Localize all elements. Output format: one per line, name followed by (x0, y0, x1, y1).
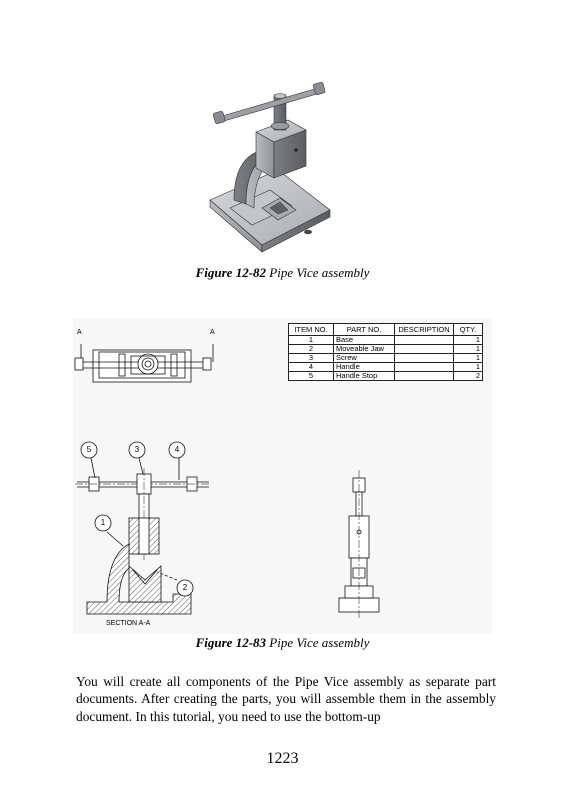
table-row (289, 354, 483, 363)
bom-item: 2 (289, 345, 334, 354)
pipe-vice-3d-render (200, 80, 340, 260)
balloon-label-5: 5 (86, 445, 92, 454)
figure-title: Pipe Vice assembly (269, 265, 370, 280)
bom-header: DESCRIPTION (395, 324, 454, 336)
bom-item: 4 (289, 363, 334, 372)
bom-desc (395, 363, 454, 372)
bom-item: 1 (289, 336, 334, 345)
bom-item: 3 (289, 354, 334, 363)
bom-header: ITEM NO. (289, 324, 334, 336)
bom-header: PART NO. (334, 324, 395, 336)
table-row (289, 336, 483, 345)
bom-header-row (289, 324, 483, 336)
bom-qty: 2 (454, 372, 483, 381)
bom-part: Screw (334, 354, 395, 363)
bom-desc (395, 345, 454, 354)
bom-desc (395, 336, 454, 345)
balloon-label-2: 2 (182, 583, 188, 592)
section-marker-left: A (77, 329, 82, 336)
figure-number: Figure 12-82 (195, 265, 267, 280)
bom-part: Base (334, 336, 395, 345)
balloon-label-1: 1 (100, 518, 106, 527)
figure-caption-12-83 (0, 635, 565, 651)
figure-title: Pipe Vice assembly (269, 635, 370, 650)
section-view-label: SECTION A-A (106, 620, 151, 627)
table-row (289, 345, 483, 354)
body-paragraph: You will create all components of the Pipe Vice assembly as separate part documents. After creating the parts, you will assemble them in the assembly document. In this tutorial, you need to use the bottom-up (76, 674, 496, 724)
bom-part: Handle Stop (334, 372, 395, 381)
page-number: 1223 (266, 750, 299, 767)
bom-part: Moveable Jaw (334, 345, 395, 354)
bom-qty: 1 (454, 363, 483, 372)
bom-desc (395, 372, 454, 381)
bom-qty: 1 (454, 345, 483, 354)
table-row (289, 372, 483, 381)
balloon-label-4: 4 (174, 445, 180, 454)
bom-item: 5 (289, 372, 334, 381)
table-row (289, 363, 483, 372)
bill-of-materials (288, 323, 483, 381)
bom-qty: 1 (454, 336, 483, 345)
figure-number: Figure 12-83 (195, 635, 267, 650)
bom-desc (395, 354, 454, 363)
bom-header: QTY. (454, 324, 483, 336)
section-marker-right: A (210, 329, 215, 336)
balloon-label-3: 3 (134, 445, 140, 454)
bom-part: Handle (334, 363, 395, 372)
figure-caption-12-82 (0, 265, 565, 281)
bom-qty: 1 (454, 354, 483, 363)
